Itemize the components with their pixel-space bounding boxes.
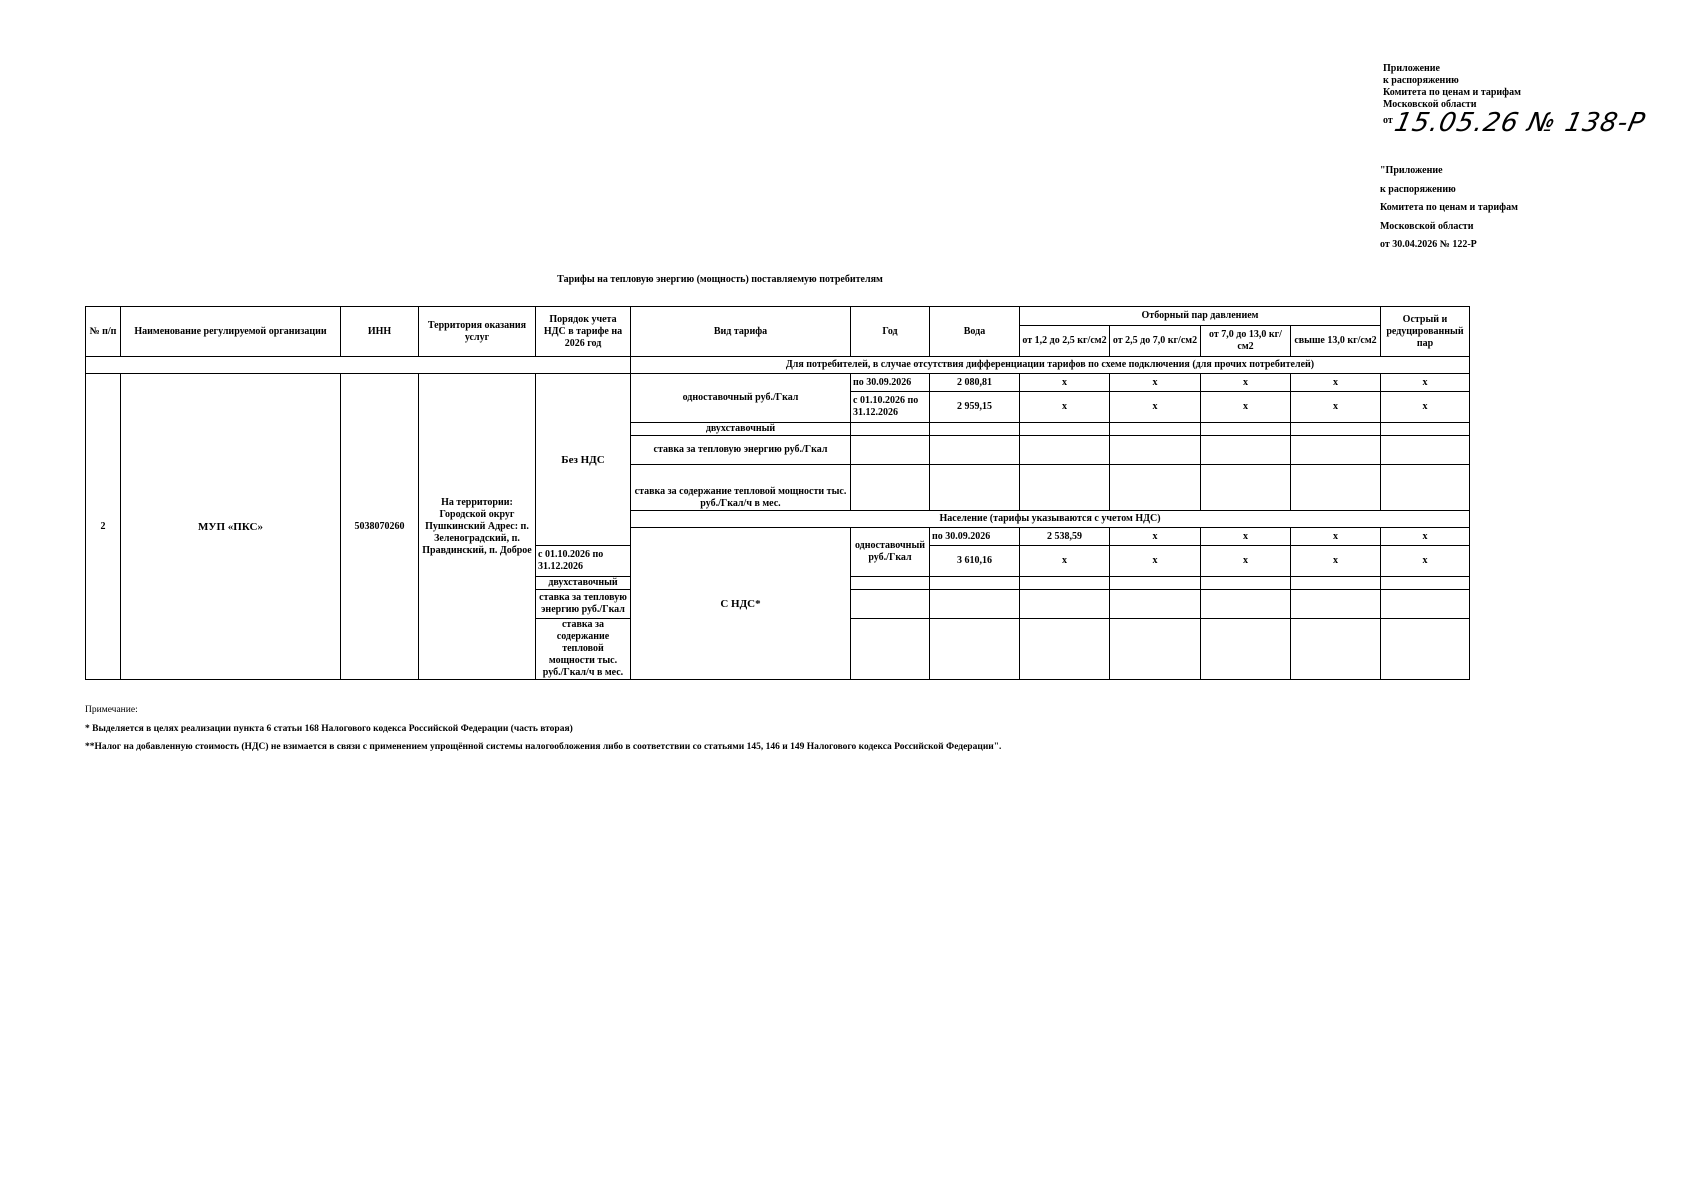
empty-cell — [1201, 577, 1291, 590]
empty-cell — [1110, 436, 1201, 465]
mark-cell: x — [1291, 528, 1381, 546]
tariff-energy-rate: ставка за тепловую энергию руб./Гкал — [536, 590, 631, 619]
section-row — [86, 357, 1470, 374]
appendix-header — [1383, 63, 1649, 138]
empty-cell — [851, 590, 930, 619]
header-steam-group: Отборный пар давлением — [1020, 307, 1381, 326]
empty-cell — [930, 436, 1020, 465]
mark-cell: x — [1110, 374, 1201, 392]
empty-cell — [1020, 577, 1110, 590]
empty-cell — [851, 465, 930, 511]
appendix-line: Комитета по ценам и тарифам — [1383, 87, 1521, 98]
empty-cell — [1020, 619, 1110, 680]
mark-cell: x — [1110, 392, 1201, 423]
vat-with: С НДС* — [631, 528, 851, 680]
water-value: 2 538,59 — [1020, 528, 1110, 546]
mark-cell: x — [1381, 374, 1470, 392]
empty-cell — [1110, 577, 1201, 590]
appendix-line: от 30.04.2026 № 122-Р — [1380, 239, 1477, 251]
appendix-line: Приложение — [1383, 63, 1440, 74]
previous-appendix-header — [1380, 162, 1518, 255]
mark-cell: x — [1110, 546, 1201, 577]
period-cell: по 30.09.2026 — [930, 528, 1020, 546]
empty-cell — [1110, 423, 1201, 436]
water-value: 2 080,81 — [930, 374, 1020, 392]
empty-cell — [930, 465, 1020, 511]
empty-cell — [1201, 590, 1291, 619]
water-value: 2 959,15 — [930, 392, 1020, 423]
empty-cell — [1110, 590, 1201, 619]
tariff-single-rate: одноставочный руб./Гкал — [631, 374, 851, 423]
empty-cell — [1381, 619, 1470, 680]
appendix-line: к распоряжению — [1383, 75, 1459, 86]
mark-cell: x — [1110, 528, 1201, 546]
empty-cell — [851, 423, 930, 436]
appendix-line: Московской области — [1383, 99, 1477, 110]
period-cell: с 01.10.2026 по 31.12.2026 — [536, 546, 631, 577]
section-other-consumers: Для потребителей, в случае отсутствия дифференциации тарифов по схеме подключения (для прочих потребителей) — [631, 357, 1470, 374]
tariff-two-rate: двухставочный — [536, 577, 631, 590]
header-sharp-steam: Острый и редуцированный пар — [1381, 307, 1470, 357]
mark-cell: x — [1291, 374, 1381, 392]
org-inn: 5038070260 — [341, 374, 419, 680]
mark-cell: x — [1201, 392, 1291, 423]
empty-cell — [1291, 465, 1381, 511]
empty-cell — [1291, 619, 1381, 680]
org-territory: На территории: Городской округ Пушкинский Адрес: п. Зеленоградский, п. Правдинский, п. Доброе — [419, 374, 536, 680]
empty-cell — [1201, 619, 1291, 680]
mark-cell: x — [1381, 546, 1470, 577]
appendix-date-line — [1383, 108, 1649, 138]
document-title: Тарифы на тепловую энергию (мощность) поставляемую потребителям — [557, 274, 883, 285]
note-vat-exempt: **Налог на добавленную стоимость (НДС) не взимается в связи с применением упрощённой системы налогообложения либо в соответствии со статьями 145, 146 и 149 Налогового кодекса Российской Федерации". — [85, 742, 1002, 752]
empty-cell — [1110, 465, 1201, 511]
empty-cell — [1381, 577, 1470, 590]
tariff-table — [85, 306, 1470, 680]
empty-cell — [1291, 436, 1381, 465]
org-name: МУП «ПКС» — [121, 374, 341, 680]
header-steam-4: свыше 13,0 кг/см2 — [1291, 326, 1381, 357]
tariff-capacity-rate: ставка за содержание тепловой мощности тыс. руб./Гкал/ч в мес. — [631, 465, 851, 511]
mark-cell: x — [1201, 546, 1291, 577]
header-steam-1: от 1,2 до 2,5 кг/см2 — [1020, 326, 1110, 357]
empty-cell — [1381, 465, 1470, 511]
header-water: Вода — [930, 307, 1020, 357]
empty-cell — [930, 423, 1020, 436]
empty-cell — [1020, 465, 1110, 511]
header-inn: ИНН — [341, 307, 419, 357]
header-territory: Территория оказания услуг — [419, 307, 536, 357]
empty-cell — [1020, 590, 1110, 619]
empty-cell — [930, 577, 1020, 590]
notes-label: Примечание: — [85, 705, 138, 715]
empty-cell — [1291, 423, 1381, 436]
tariff-capacity-rate: ставка за содержание тепловой мощности тыс. руб./Гкал/ч в мес. — [536, 619, 631, 680]
appendix-line: "Приложение — [1380, 165, 1443, 176]
table-row — [86, 374, 1470, 392]
mark-cell: x — [1020, 392, 1110, 423]
mark-cell: x — [1201, 374, 1291, 392]
handwritten-date: 15.05.26 № 138-Р — [1391, 108, 1649, 138]
header-org-name: Наименование регулируемой организации — [121, 307, 341, 357]
empty-cell — [1201, 436, 1291, 465]
empty-cell — [930, 619, 1020, 680]
note-vat-allocated: * Выделяется в целях реализации пункта 6 статьи 168 Налогового кодекса Российской Федерации (часть вторая) — [85, 724, 573, 734]
empty-cell — [1381, 590, 1470, 619]
header-tariff-type: Вид тарифа — [631, 307, 851, 357]
header-row — [86, 307, 1470, 326]
header-steam-2: от 2,5 до 7,0 кг/см2 — [1110, 326, 1201, 357]
row-num: 2 — [86, 374, 121, 680]
mark-cell: x — [1291, 392, 1381, 423]
empty-cell — [1291, 577, 1381, 590]
water-value: 3 610,16 — [930, 546, 1020, 577]
empty-cell — [851, 436, 930, 465]
appendix-line: Московской области — [1380, 220, 1474, 232]
mark-cell: x — [1020, 546, 1110, 577]
header-steam-3: от 7,0 до 13,0 кг/см2 — [1201, 326, 1291, 357]
empty-cell — [1201, 465, 1291, 511]
empty-cell — [1110, 619, 1201, 680]
empty-cell — [1381, 423, 1470, 436]
empty-cell — [930, 590, 1020, 619]
date-prefix: от — [1383, 115, 1393, 126]
empty-cell — [1020, 436, 1110, 465]
appendix-line: Комитета по ценам и тарифам — [1380, 202, 1518, 214]
mark-cell: x — [1381, 392, 1470, 423]
tariff-single-rate: одноставочный руб./Гкал — [851, 528, 930, 577]
mark-cell: x — [1291, 546, 1381, 577]
empty-cell — [851, 577, 930, 590]
section-spacer — [86, 357, 631, 374]
empty-cell — [851, 619, 930, 680]
period-cell: по 30.09.2026 — [851, 374, 930, 392]
vat-without: Без НДС — [536, 374, 631, 546]
appendix-line: к распоряжению — [1380, 183, 1456, 195]
tariff-energy-rate: ставка за тепловую энергию руб./Гкал — [631, 436, 851, 465]
header-num: № п/п — [86, 307, 121, 357]
header-year: Год — [851, 307, 930, 357]
empty-cell — [1020, 423, 1110, 436]
section-population: Население (тарифы указываются с учетом НДС) — [631, 511, 1470, 528]
header-vat-order: Порядок учета НДС в тарифе на 2026 год — [536, 307, 631, 357]
empty-cell — [1201, 423, 1291, 436]
mark-cell: x — [1020, 374, 1110, 392]
mark-cell: x — [1201, 528, 1291, 546]
period-cell: с 01.10.2026 по 31.12.2026 — [851, 392, 930, 423]
mark-cell: x — [1381, 528, 1470, 546]
empty-cell — [1291, 590, 1381, 619]
tariff-two-rate: двухставочный — [631, 423, 851, 436]
empty-cell — [1381, 436, 1470, 465]
